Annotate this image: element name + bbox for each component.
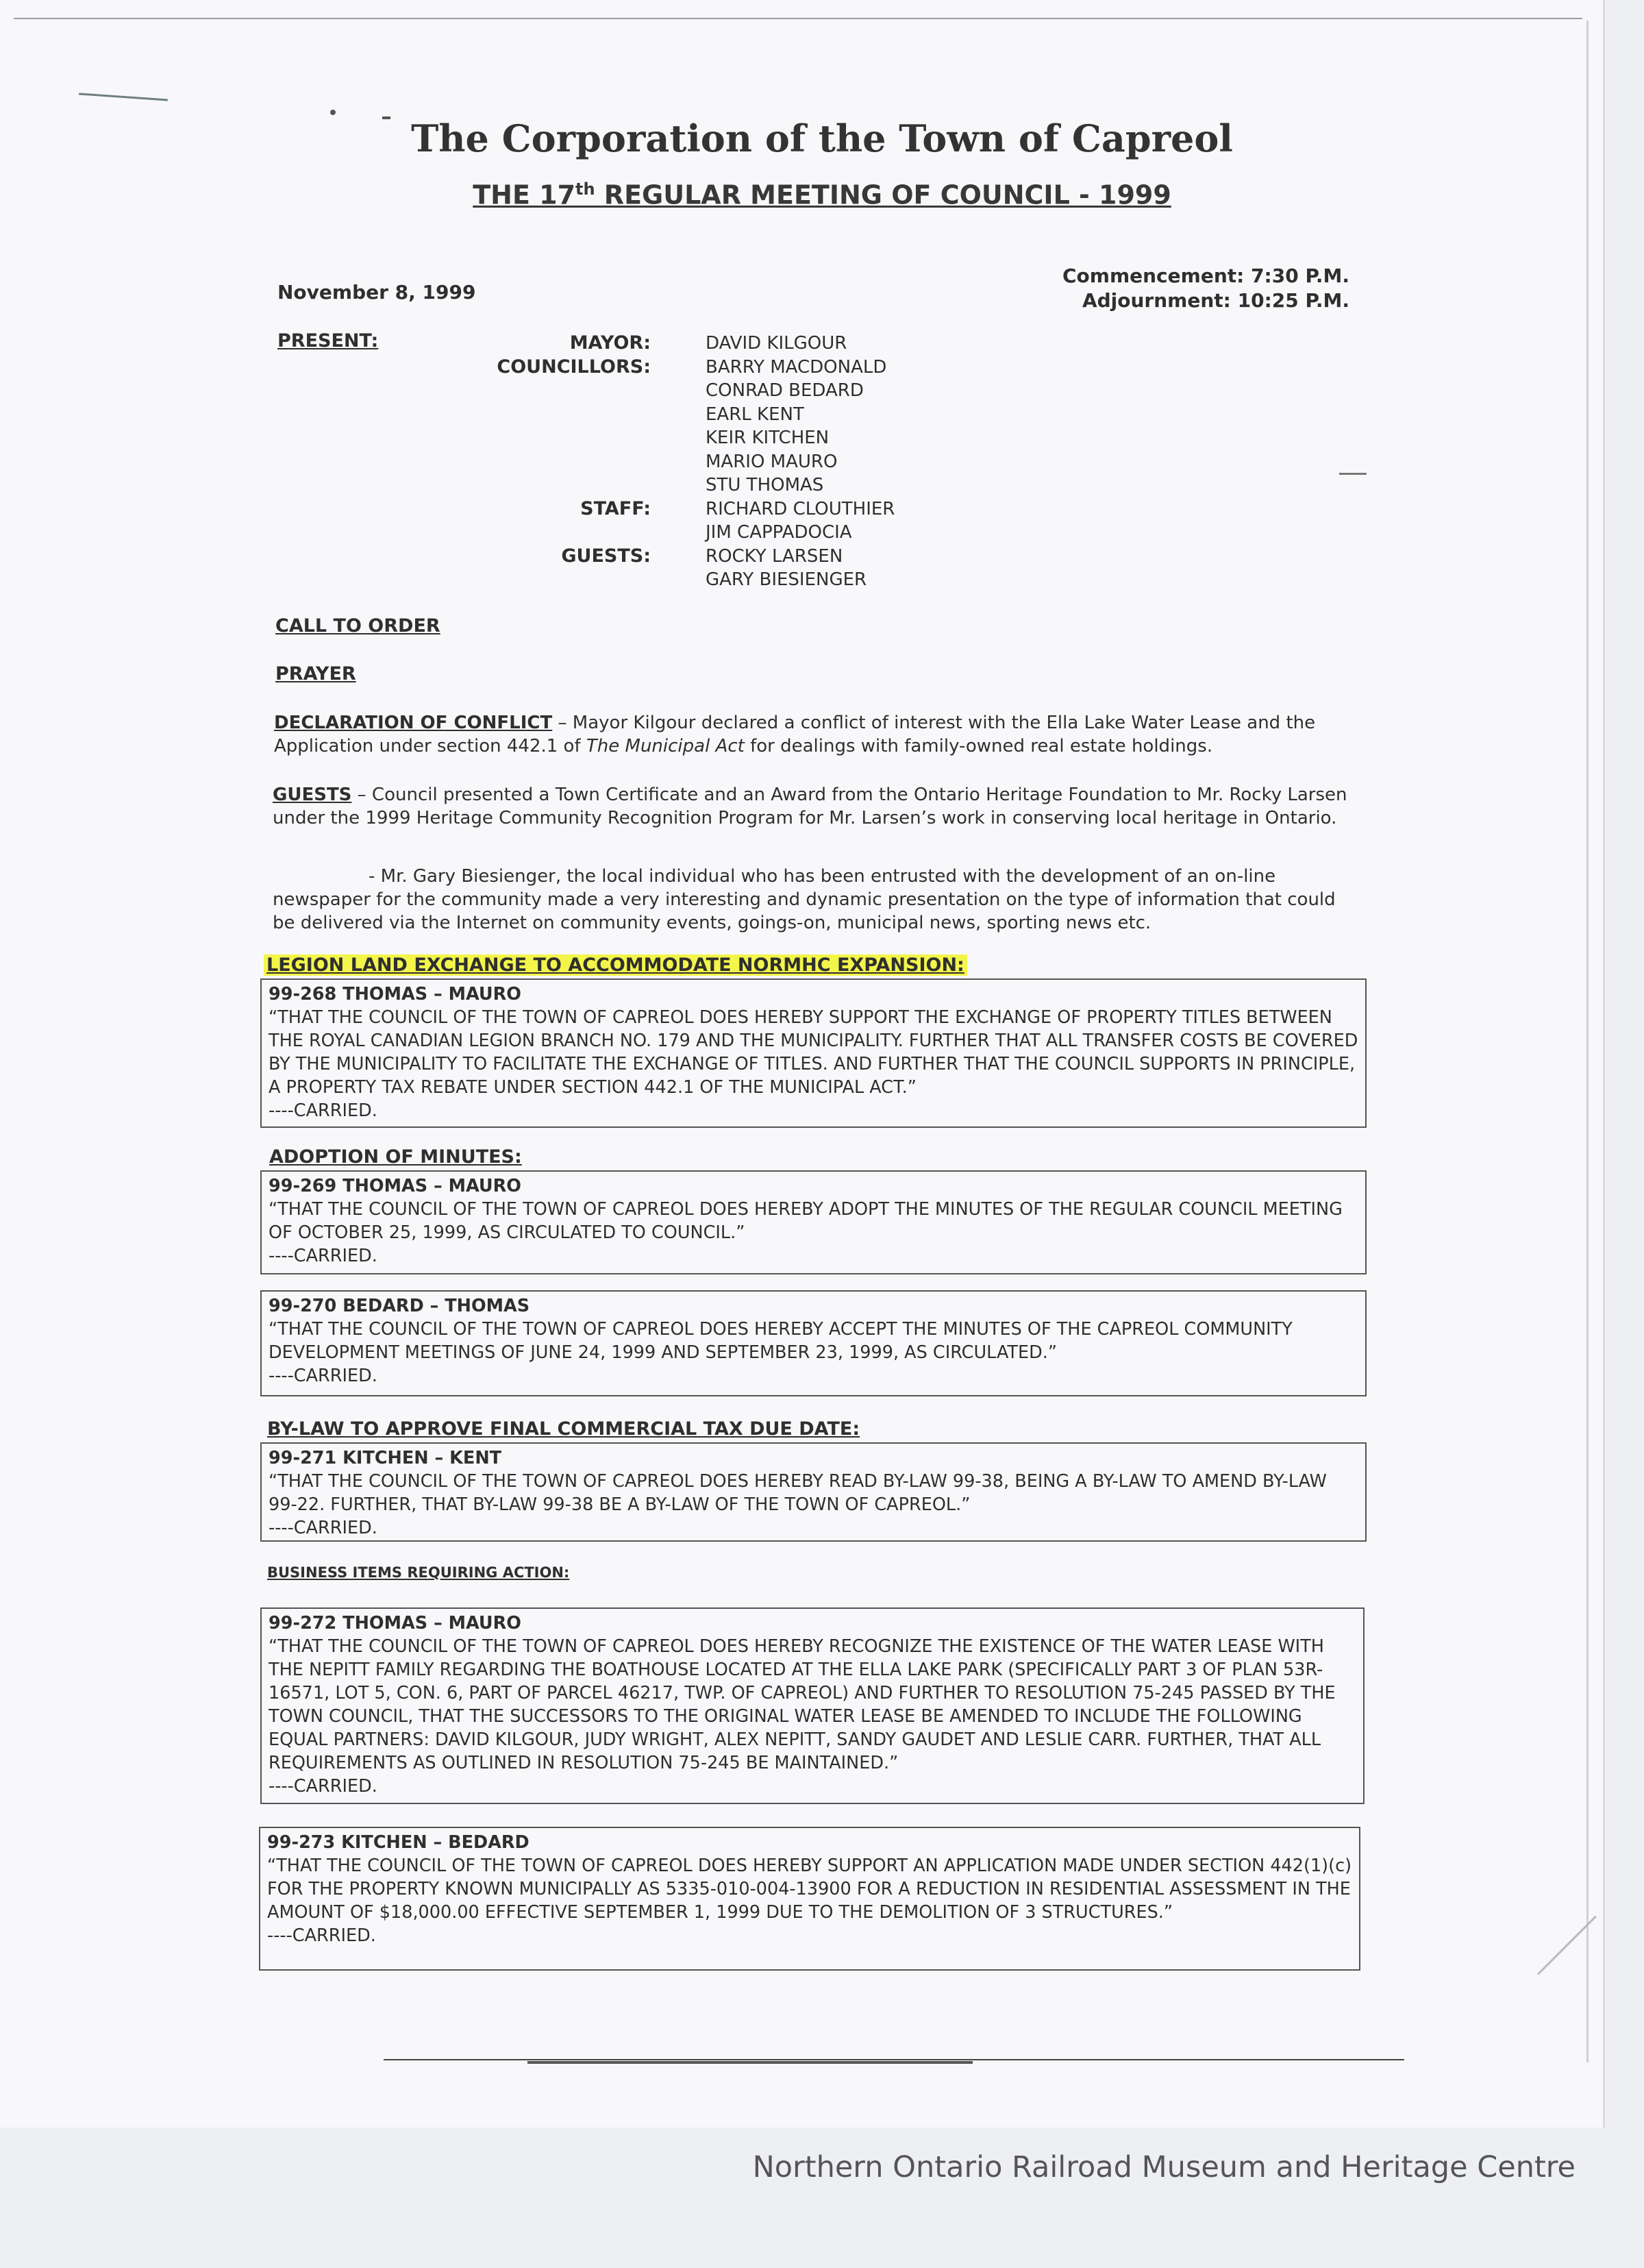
attendance-role: GUESTS: (561, 545, 651, 567)
attendee-name: ROCKY LARSEN (706, 545, 843, 567)
resolution-99-270: 99-270 BEDARD – THOMAS “THAT THE COUNCIL OF THE TOWN OF CAPREOL DOES HEREBY ACCEPT THE MINUTES OF THE CAPREOL COMMUNITY DEVELOPMENT MEETINGS OF JUNE 24, 1999 AND SEPTEMBER 23, 1999, AS CIRCULATED.” ----CARRIED. (260, 1290, 1367, 1396)
attendee-name: DAVID KILGOUR (706, 333, 847, 354)
guests-paragraph-2: - Mr. Gary Biesienger, the local individual who has been entrusted with the development of an on-line newspaper for the community made a very interesting and dynamic presentation on the type of information that could be delivered via the Internet on community events, goings-on, municipal news, sporting news etc. (273, 866, 1336, 933)
attendee-name: STU THOMAS (706, 475, 824, 495)
top-rule (14, 18, 1582, 19)
attendance-role (411, 426, 651, 450)
resolution-99-271: 99-271 KITCHEN – KENT “THAT THE COUNCIL OF THE TOWN OF CAPREOL DOES HEREBY READ BY-LAW 99-38, BEING A BY-LAW TO AMEND BY-LAW 99-22. FURTHER, THAT BY-LAW 99-38 BE A BY-LAW OF THE TOWN OF CAPREOL.” ----CARRIED. (260, 1442, 1367, 1542)
commencement-time: Commencement: 7:30 P.M. (1062, 264, 1349, 287)
attendee-name: KEIR KITCHEN (706, 428, 830, 448)
attendance-role (411, 403, 651, 427)
attendee-name: EARL KENT (706, 404, 804, 425)
meeting-subtitle: THE 17th REGULAR MEETING OF COUNCIL - 1999 (473, 180, 1171, 210)
attendance-roles (411, 332, 651, 592)
prayer-heading: PRAYER (275, 663, 356, 685)
attendee-name: MARIO MAURO (706, 451, 838, 472)
attendee-name: BARRY MACDONALD (706, 356, 887, 378)
scan-speck (330, 110, 336, 115)
bottom-rule (384, 2059, 1404, 2060)
attendance-names (706, 332, 895, 592)
attendance-role (411, 521, 651, 545)
meeting-times (1028, 264, 1349, 313)
declaration-paragraph: DECLARATION OF CONFLICT – Mayor Kilgour declared a conflict of interest with the Ella Lake Water Lease and the Application under section 442.1 of The Municipal Act for dealings with family-owned real estate holdings. (274, 713, 1316, 756)
page-edge (1586, 21, 1589, 2062)
adoption-of-minutes-heading: ADOPTION OF MINUTES: (269, 1146, 522, 1168)
museum-credit: Northern Ontario Railroad Museum and Heritage Centre (752, 2150, 1576, 2184)
adjournment-time: Adjournment: 10:25 P.M. (1082, 289, 1349, 312)
attendance-role (411, 450, 651, 474)
resolution-99-273: 99-273 KITCHEN – BEDARD “THAT THE COUNCIL OF THE TOWN OF CAPREOL DOES HEREBY SUPPORT AN APPLICATION MADE UNDER SECTION 442(1)(c) FOR THE PROPERTY KNOWN MUNICIPALLY AS 5335-010-004-13900 FOR A REDUCTION IN RESIDENTIAL ASSESSMENT IN THE AMOUNT OF $18,000.00 EFFECTIVE SEPTEMBER 1, 1999 DUE TO THE DEMOLITION OF 3 STRUCTURES.” ----CARRIED. (259, 1827, 1360, 1971)
attendance-role (411, 473, 651, 497)
attendee-name: GARY BIESIENGER (706, 569, 867, 590)
attendance-role: COUNCILLORS: (497, 356, 651, 378)
attendance-role (411, 379, 651, 403)
resolution-99-268: 99-268 THOMAS – MAURO “THAT THE COUNCIL OF THE TOWN OF CAPREOL DOES HEREBY SUPPORT THE EXCHANGE OF PROPERTY TITLES BETWEEN THE ROYAL CANADIAN LEGION BRANCH NO. 179 AND THE MUNICIPALITY. FURTHER THAT ALL TRANSFER COSTS BE COVERED BY THE MUNICIPALITY TO FACILITATE THE EXCHANGE OF TITLES. AND FURTHER THAT THE COUNCIL SUPPORTS IN PRINCIPLE, A PROPERTY TAX REBATE UNDER SECTION 442.1 OF THE MUNICIPAL ACT.” ----CARRIED. (260, 978, 1367, 1128)
guests-heading: GUESTS (273, 785, 352, 805)
guests-paragraph: GUESTS – Council presented a Town Certificate and an Award from the Ontario Heritage Foundation to Mr. Rocky Larsen under the 1999 Heritage Community Recognition Program for Mr. Larsen’s work in conserving local heritage in Ontario. (273, 785, 1347, 828)
scan-speck (1339, 473, 1367, 475)
present-label: PRESENT: (277, 330, 379, 352)
bylaw-heading: BY-LAW TO APPROVE FINAL COMMERCIAL TAX DUE DATE: (267, 1418, 860, 1440)
declaration-heading: DECLARATION OF CONFLICT (274, 713, 553, 733)
legion-heading: LEGION LAND EXCHANGE TO ACCOMMODATE NORMHC EXPANSION: (264, 954, 967, 976)
call-to-order-heading: CALL TO ORDER (275, 615, 440, 637)
business-items-heading: BUSINESS ITEMS REQUIRING ACTION: (267, 1564, 570, 1581)
attendance-role: MAYOR: (569, 332, 651, 354)
meeting-date: November 8, 1999 (277, 281, 476, 304)
document-title: The Corporation of the Town of Capreol (411, 116, 1233, 160)
attendee-name: RICHARD CLOUTHIER (706, 498, 895, 519)
resolution-99-269: 99-269 THOMAS – MAURO “THAT THE COUNCIL OF THE TOWN OF CAPREOL DOES HEREBY ADOPT THE MINUTES OF THE REGULAR COUNCIL MEETING OF OCTOBER 25, 1999, AS CIRCULATED TO COUNCIL.” ----CARRIED. (260, 1170, 1367, 1274)
attendance-role: STAFF: (580, 497, 651, 519)
resolution-99-272: 99-272 THOMAS – MAURO “THAT THE COUNCIL OF THE TOWN OF CAPREOL DOES HEREBY RECOGNIZE THE EXISTENCE OF THE WATER LEASE WITH THE NEPITT FAMILY REGARDING THE BOATHOUSE LOCATED AT THE ELLA LAKE PARK (SPECIFICALLY PART 3 OF PLAN 53R-16571, LOT 5, CON. 6, PART OF PARCEL 46217, TWP. OF CAPREOL) AND FURTHER TO RESOLUTION 75-245 PASSED BY THE TOWN COUNCIL, THAT THE SUCCESSORS TO THE ORIGINAL WATER LEASE BE AMENDED TO INCLUDE THE FOLLOWING EQUAL PARTNERS: DAVID KILGOUR, JUDY WRIGHT, ALEX NEPITT, SANDY GAUDET AND LESLIE CARR. FURTHER, THAT ALL REQUIREMENTS AS OUTLINED IN RESOLUTION 75-245 BE MAINTAINED.” ----CARRIED. (260, 1607, 1365, 1804)
bottom-rule-shadow (527, 2061, 973, 2064)
attendance-role (411, 568, 651, 592)
attendee-name: JIM CAPPADOCIA (706, 522, 852, 543)
attendee-name: CONRAD BEDARD (706, 380, 864, 401)
